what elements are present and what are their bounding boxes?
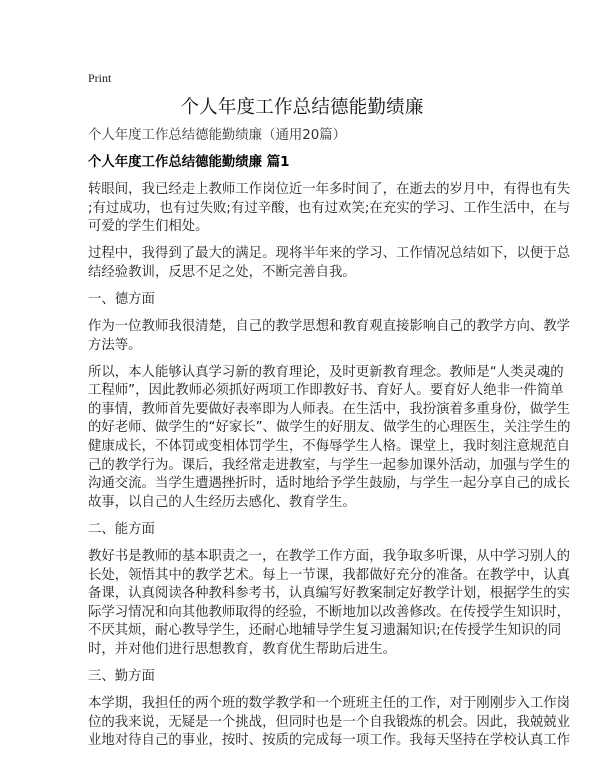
- subheading-diligence: 三、勤方面: [88, 668, 155, 684]
- text-line: 时，并对他们进行思想教育，教育优生帮助后进生。: [88, 641, 396, 657]
- text-line: 结经验教训，反思不足之处，不断完善自我。: [88, 264, 356, 280]
- document-title: 个人年度工作总结德能勤绩廉: [180, 97, 424, 118]
- subheading-virtue: 一、德方面: [88, 291, 155, 307]
- text-line: 备课，认真阅读各种教科参考书，认真编写好教案制定好教学计划，根据学生的实: [88, 586, 571, 602]
- text-line: 过程中，我得到了最大的满足。现将半年来的学习、工作情况总结如下，以便于总: [88, 246, 571, 262]
- paragraph-ability: [88, 548, 571, 660]
- text-line: 的事情，教师首先要做好表率即为人师表。在生活中，我扮演着多重身份，做学生: [88, 401, 571, 417]
- document-body: [88, 181, 571, 751]
- document-page: [88, 70, 571, 759]
- text-line: 己的教学行为。课后，我经常走进教室，与学生一起参加课外活动，加强与学生的: [88, 457, 571, 473]
- text-line: 可爱的学生们相处。: [88, 219, 209, 235]
- text-line: 业地对待自己的事业，按时、按质的完成每一项工作。我每天坚持在学校认真工作: [88, 733, 571, 749]
- text-line: 教好书是教师的基本职责之一，在教学工作方面，我争取多听课，从中学习别人的: [88, 548, 571, 564]
- text-line: 际学习情况和向其他教师取得的经验，不断地加以改善修改。在传授学生知识时，: [88, 604, 571, 620]
- text-line: 转眼间，我已经走上教师工作岗位近一年多时间了，在逝去的岁月中，有得也有失: [88, 182, 571, 197]
- text-line: 工程师”，因此教师必须抓好两项工作即教好书、育好人。要育好人绝非一件简单: [88, 383, 564, 399]
- text-line: 不厌其烦，耐心教导学生，还耐心地辅导学生复习遗漏知识;在传授学生知识的同: [88, 623, 562, 639]
- text-line: 的好老师、做学生的“好家长”、做学生的好朋友、做学生的心理医生，关注学生的: [88, 420, 571, 436]
- paragraph-virtue-1: [88, 318, 571, 355]
- paragraph-diligence: [88, 695, 571, 751]
- document-subtitle: 个人年度工作总结德能勤绩廉（通用20篇）: [88, 128, 347, 143]
- text-line: 本学期，我担任的两个班的数学教学和一个班班主任的工作，对于刚刚步入工作岗: [88, 695, 571, 711]
- text-line: 故事，以自己的人生经历去感化、教育学生。: [88, 494, 356, 510]
- text-line: 作为一位教师我很清楚，自己的教学思想和教育观直接影响自己的教学方向、教学: [88, 318, 571, 334]
- text-line: 沟通交流。当学生遭遇挫折时，适时地给予学生鼓励，与学生一起分享自己的成长: [88, 476, 571, 492]
- section-heading: 个人年度工作总结德能勤绩廉 篇1: [88, 154, 290, 170]
- subheading-ability: 二、能方面: [88, 521, 155, 537]
- text-line: 健康成长，不体罚或变相体罚学生，不侮辱学生人格。课堂上，我时刻注意规范自: [88, 439, 571, 455]
- text-line: ;有过成功，也有过失败;有过辛酸，也有过欢笑;在充实的学习、工作生活中，在与: [88, 200, 571, 216]
- paragraph-summary: [88, 245, 571, 282]
- paragraph-intro: [88, 181, 571, 237]
- text-line: 长处，领悟其中的教学艺术。每上一节课，我都做好充分的准备。在教学中，认真: [88, 567, 571, 583]
- text-line: 所以，本人能够认真学习新的教育理论，及时更新教育理念。教师是“人类灵魂的: [88, 364, 564, 380]
- text-line: 方法等。: [88, 337, 142, 353]
- text-line: 位的我来说，无疑是一个挑战，但同时也是一个自我锻炼的机会。因此，我兢兢业: [88, 714, 571, 730]
- print-label: Print: [88, 71, 112, 85]
- paragraph-virtue-2: [88, 364, 571, 513]
